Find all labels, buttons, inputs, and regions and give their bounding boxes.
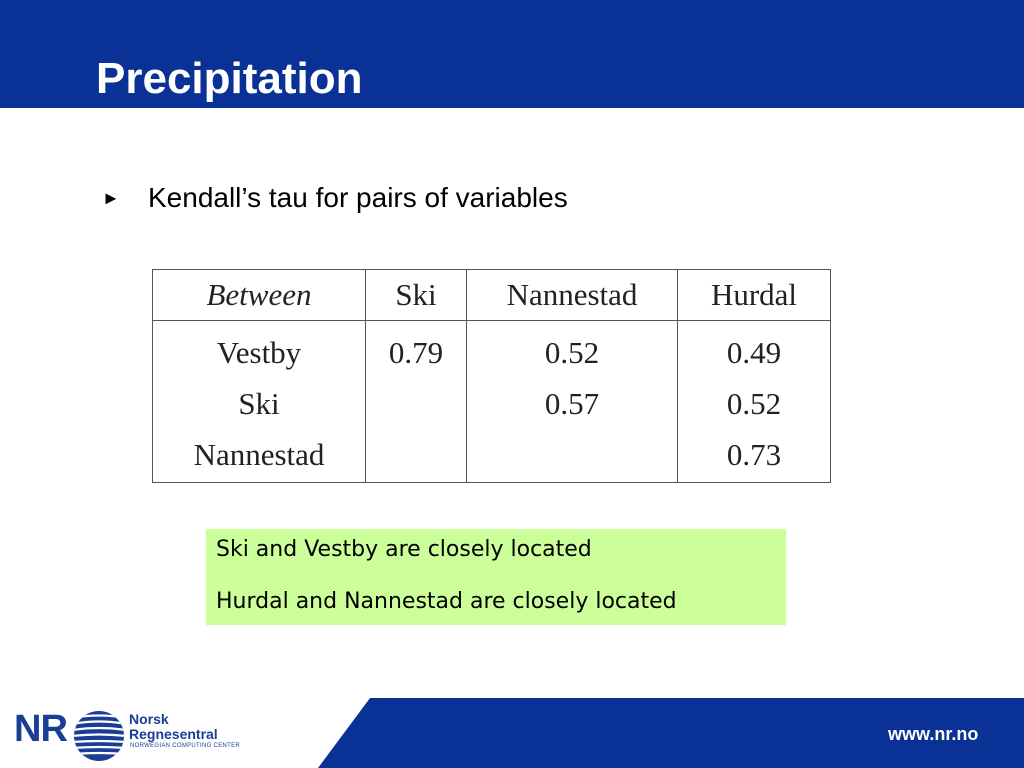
table-cell: 0.52 [726, 386, 782, 421]
hurdal-column [678, 321, 831, 483]
logo-name-line2: Regnesentral [129, 726, 218, 742]
table-cell: 0.52 [544, 335, 600, 370]
table-body-row [153, 321, 831, 483]
logo-subtitle: NORWEGIAN COMPUTING CENTER [130, 743, 241, 749]
note-box [206, 529, 786, 625]
table-cell: 0.57 [544, 386, 600, 421]
header-ski: Ski [366, 270, 467, 321]
logo-name [129, 712, 218, 742]
website-link[interactable]: www.nr.no [888, 724, 979, 744]
bullet-item [102, 180, 568, 216]
nannestad-column [467, 321, 678, 483]
footer-bar [0, 698, 1024, 768]
table-cell [366, 378, 466, 429]
header-nannestad: Nannestad [467, 270, 678, 321]
nr-logo-letters: NR [14, 708, 67, 750]
table-header-row [153, 270, 831, 321]
logo-name-line1: Norsk [129, 711, 169, 727]
table-cell: Nannestad [193, 437, 325, 472]
table-cell: 0.73 [726, 437, 782, 472]
table-cell: Vestby [216, 335, 302, 370]
table-cell: 0.79 [388, 335, 444, 370]
bullet-arrow-icon: ► [102, 187, 120, 208]
note-line: Hurdal and Nannestad are closely located [216, 589, 677, 614]
header-between: Between [153, 270, 366, 321]
table-cell [467, 429, 677, 480]
header-hurdal: Hurdal [678, 270, 831, 321]
slide-title: Precipitation [96, 54, 363, 103]
note-line: Ski and Vestby are closely located [216, 537, 592, 562]
kendall-tau-table [152, 269, 831, 483]
globe-icon [72, 709, 126, 763]
table-cell: Ski [238, 386, 280, 421]
table-cell: 0.49 [726, 335, 782, 370]
ski-column [366, 321, 467, 483]
bullet-text: Kendall’s tau for pairs of variables [148, 182, 568, 213]
between-column [153, 321, 366, 483]
table-cell [366, 429, 466, 480]
